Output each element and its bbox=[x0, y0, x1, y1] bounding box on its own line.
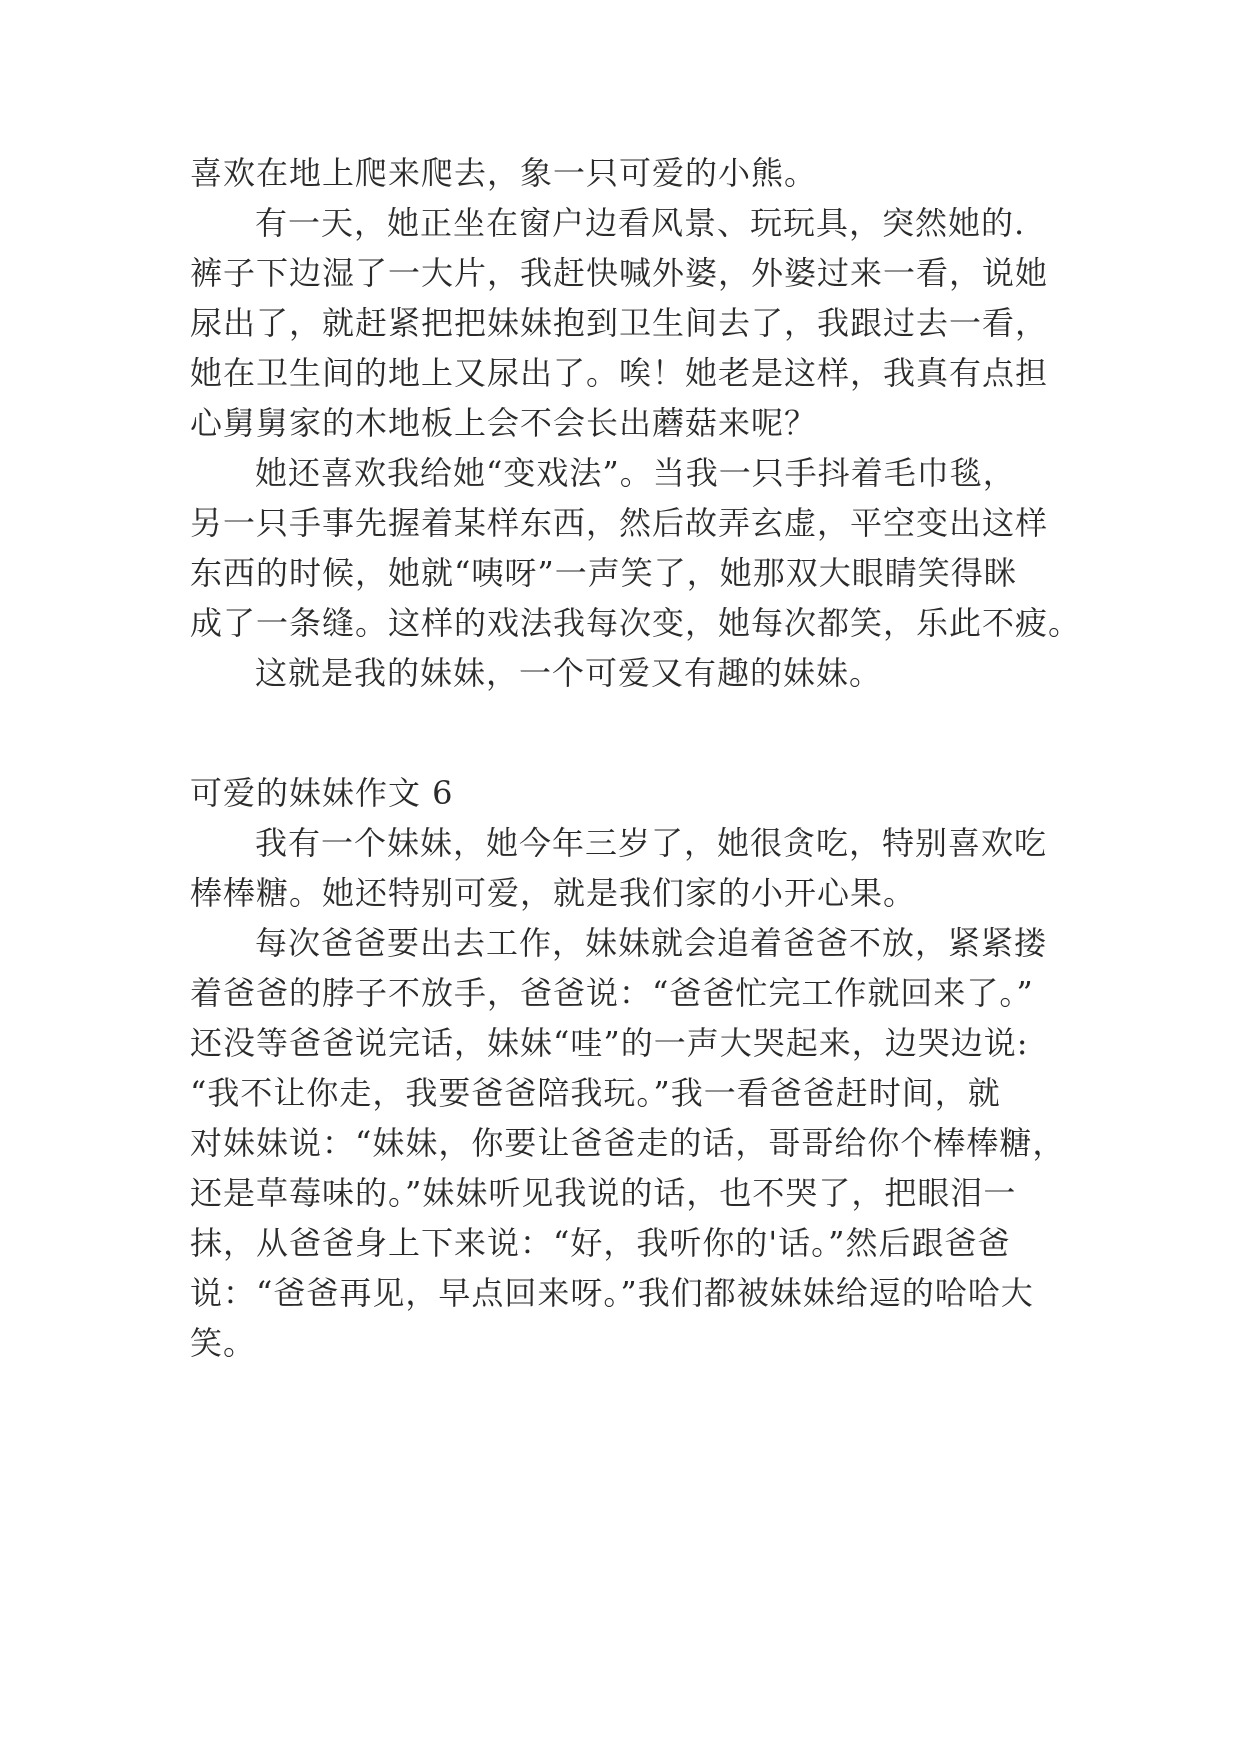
paragraph-line: 成了一条缝。这样的戏法我每次变，她每次都笑，乐此不疲。 bbox=[190, 604, 1082, 642]
paragraph-line: 每次爸爸要出去工作，妹妹就会追着爸爸不放，紧紧搂 bbox=[255, 924, 1048, 962]
paragraph-line: 有一天，她正坐在窗户边看风景、玩玩具，突然她的. bbox=[255, 204, 1026, 242]
paragraph-line: 说：“爸爸再见，早点回来呀。”我们都被妹妹给逗的哈哈大 bbox=[190, 1274, 1034, 1312]
section-title: 可爱的妹妹作文 6 bbox=[190, 774, 454, 812]
paragraph-line: 这就是我的妹妹，一个可爱又有趣的妹妹。 bbox=[255, 654, 883, 692]
paragraph-line: 棒棒糖。她还特别可爱，就是我们家的小开心果。 bbox=[190, 874, 917, 912]
paragraph-line: “我不让你走，我要爸爸陪我玩。”我一看爸爸赶时间，就 bbox=[190, 1074, 1001, 1112]
paragraph-line: 尿出了，就赶紧把把妹妹抱到卫生间去了，我跟过去一看， bbox=[190, 304, 1049, 342]
paragraph-line: 她还喜欢我给她“变戏法”。当我一只手抖着毛巾毯， bbox=[255, 454, 1016, 492]
paragraph-line: 还没等爸爸说完话，妹妹“哇”的一声大哭起来，边哭边说: bbox=[190, 1024, 1029, 1062]
paragraph-line: 还是草莓味的。”妹妹听见我说的话，也不哭了，把眼泪一 bbox=[190, 1174, 1017, 1212]
paragraph-line: 笑。 bbox=[190, 1324, 257, 1362]
paragraph-line: 我有一个妹妹，她今年三岁了，她很贪吃，特别喜欢吃 bbox=[255, 824, 1048, 862]
paragraph-line: 东西的时候，她就“咦呀”一声笑了，她那双大眼睛笑得眯 bbox=[190, 554, 1017, 592]
paragraph-line: 喜欢在地上爬来爬去，象一只可爱的小熊。 bbox=[190, 154, 818, 192]
paragraph-line: 抹，从爸爸身上下来说：“好，我听你的'话。”然后跟爸爸 bbox=[190, 1224, 1011, 1262]
paragraph-line: 她在卫生间的地上又尿出了。唉！她老是这样，我真有点担 bbox=[190, 354, 1049, 392]
paragraph-line: 裤子下边湿了一大片，我赶快喊外婆，外婆过来一看，说她 bbox=[190, 254, 1049, 292]
paragraph-line: 对妹妹说：“妹妹，你要让爸爸走的话，哥哥给你个棒棒糖， bbox=[190, 1124, 1066, 1162]
paragraph-line: 着爸爸的脖子不放手，爸爸说：“爸爸忙完工作就回来了。” bbox=[190, 974, 1034, 1012]
paragraph-line: 心舅舅家的木地板上会不会长出蘑菇来呢？ bbox=[190, 404, 818, 442]
paragraph-line: 另一只手事先握着某样东西，然后故弄玄虚，平空变出这样 bbox=[190, 504, 1049, 542]
